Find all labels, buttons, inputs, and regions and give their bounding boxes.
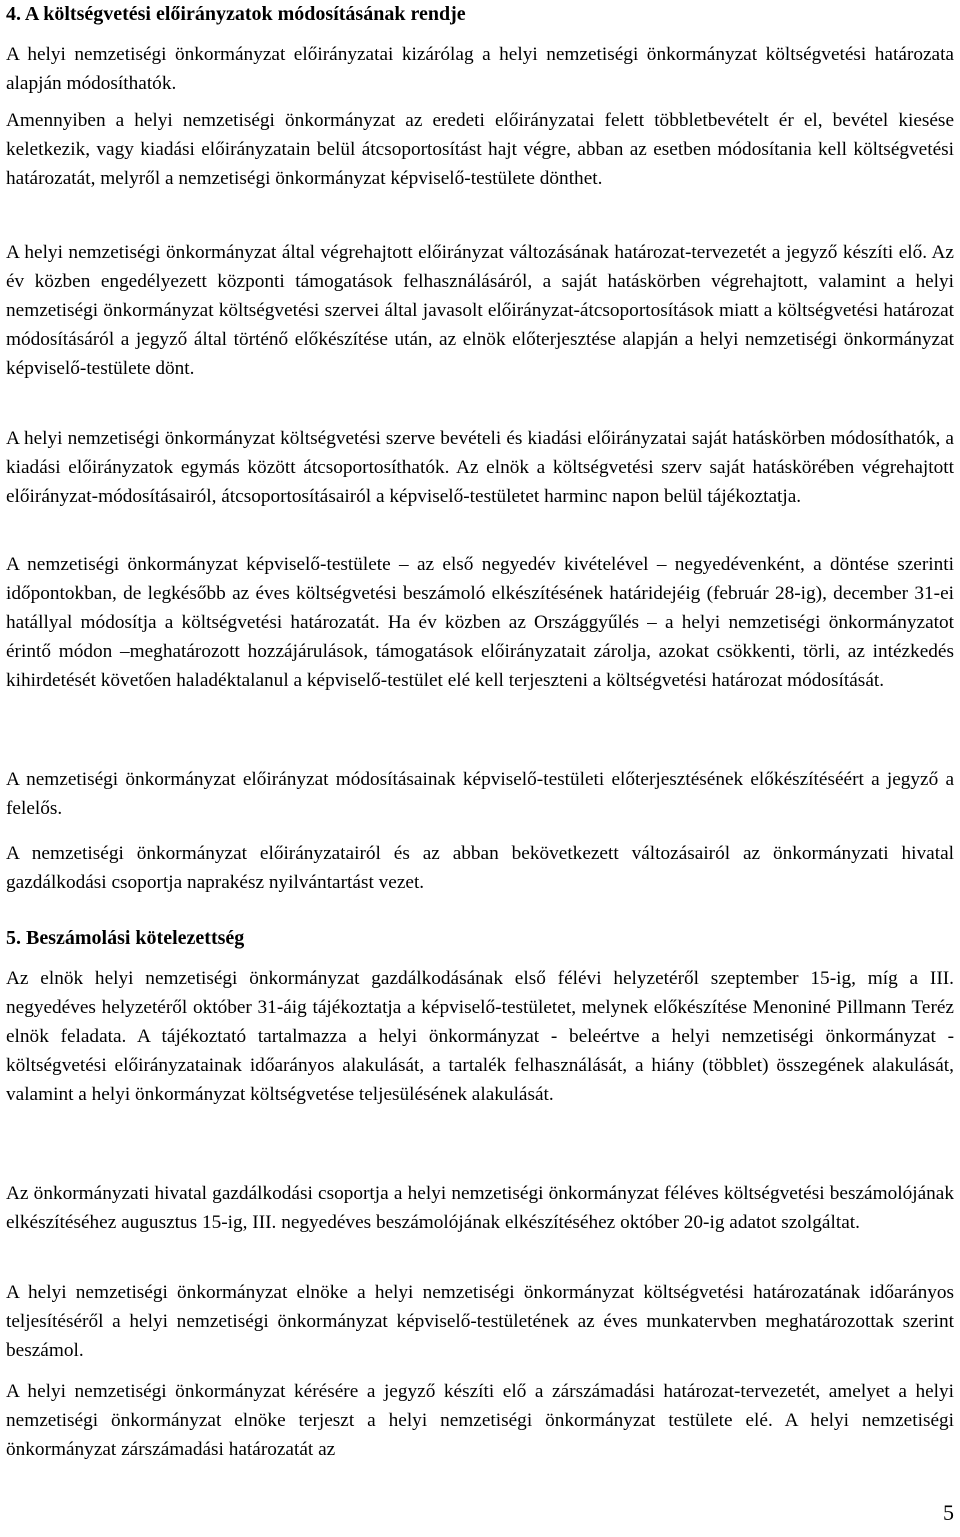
paragraph: A helyi nemzetiségi önkormányzat költségvetési szerve bevételi és kiadási előirányzatai saját hatáskörben módosíthatók, a kiadási előirányzatok egymás között átcsoportosíthatók. Az elnök a költségvetési szerv saját hatáskörében végrehajtott előirányzat-módosításairól, átcsoportosításairól a képviselő-testületet harminc napon belül tájékoztatja. <box>6 428 954 507</box>
paragraph: Az önkormányzati hivatal gazdálkodási csoportja a helyi nemzetiségi önkormányzat féléves költségvetési beszámolójának elkészítéséhez augusztus 15-ig, III. negyedéves beszámolójának elkészítéséhez október 20-ig adatot szolgáltat. <box>6 1183 954 1233</box>
paragraph: A helyi nemzetiségi önkormányzat előirányzatai kizárólag a helyi nemzetiségi önkormányzat költségvetési határozata alapján módosíthatók. <box>6 44 954 94</box>
paragraph: A helyi nemzetiségi önkormányzat által végrehajtott előirányzat változásának határozat-tervezetét a jegyző készíti elő. Az év közben engedélyezett központi támogatások felhasználásáról, a saját hatáskörben végrehajtott, valamint a helyi nemzetiségi önkormányzat költségvetési szervei által javasolt előirányzat-átcsoportosítások miatt a költségvetési határozat módosításáról a jegyző által történő előkészítése után, az elnök előterjesztése alapján a helyi nemzetiségi önkormányzat képviselő-testülete dönt. <box>6 242 954 379</box>
paragraph: Amennyiben a helyi nemzetiségi önkormányzat az eredeti előirányzatai felett többletbevételt ér el, bevétel kiesése keletkezik, vagy kiadási előirányzatain belül átcsoportosítást hajt végre, abban az esetben módosítania kell költségvetési határozatát, melyről a nemzetiségi önkormányzat képviselő-testülete dönthet. <box>6 110 954 189</box>
paragraph: A nemzetiségi önkormányzat képviselő-testülete – az első negyedév kivételével – negyedévenként, a döntése szerinti időpontokban, de legkésőbb az éves költségvetési beszámoló elkészítésének határidejéig (február 28-ig), december 31-ei hatállyal módosítja a költségvetési határozatát. Ha év közben az Országgyűlés – a helyi nemzetiségi önkormányzatot érintő módon –meghatározott hozzájárulások, támogatások előirányzatait zárolja, azokat csökkenti, törli, az intézkedés kihirdetését követően haladéktalanul a képviselő-testület elé kell terjeszteni a költségvetési határozat módosítását. <box>6 554 954 691</box>
paragraph: A helyi nemzetiségi önkormányzat elnöke a helyi nemzetiségi önkormányzat költségvetési határozatának időarányos teljesítéséről a helyi nemzetiségi önkormányzat képviselő-testületének az éves munkatervben meghatározottak szerint beszámol. <box>6 1282 954 1361</box>
page-number: 5 <box>943 1500 954 1525</box>
section-heading-4: 4. A költségvetési előirányzatok módosításának rendje <box>6 3 466 25</box>
paragraph: A nemzetiségi önkormányzat előirányzat módosításainak képviselő-testületi előterjesztésének előkészítéséért a jegyző a felelős. <box>6 769 954 819</box>
paragraph: A helyi nemzetiségi önkormányzat kérésére a jegyző készíti elő a zárszámadási határozat-tervezetét, amelyet a helyi nemzetiségi önkormányzat elnöke terjeszt a helyi nemzetiségi önkormányzat testülete elé. A helyi nemzetiségi önkormányzat zárszámadási határozatát az <box>6 1381 954 1460</box>
paragraph: A nemzetiségi önkormányzat előirányzatairól és az abban bekövetkezett változásairól az önkormányzati hivatal gazdálkodási csoportja naprakész nyilvántartást vezet. <box>6 843 954 893</box>
section-heading-5: 5. Beszámolási kötelezettség <box>6 927 245 949</box>
paragraph: Az elnök helyi nemzetiségi önkormányzat gazdálkodásának első félévi helyzetéről szeptember 15-ig, míg a III. negyedéves helyzetéről október 31-áig tájékoztatja a képviselő-testületet, melynek előkészítése Menoniné Pillmann Teréz elnök feladata. A tájékoztató tartalmazza a helyi önkormányzat - beleértve a helyi nemzetiségi önkormányzat - költségvetési előirányzatainak időarányos alakulását, a tartalék felhasználását, a hiány (többlet) összegének alakulását, valamint a helyi önkormányzat költségvetése teljesülésének alakulását. <box>6 968 954 1105</box>
